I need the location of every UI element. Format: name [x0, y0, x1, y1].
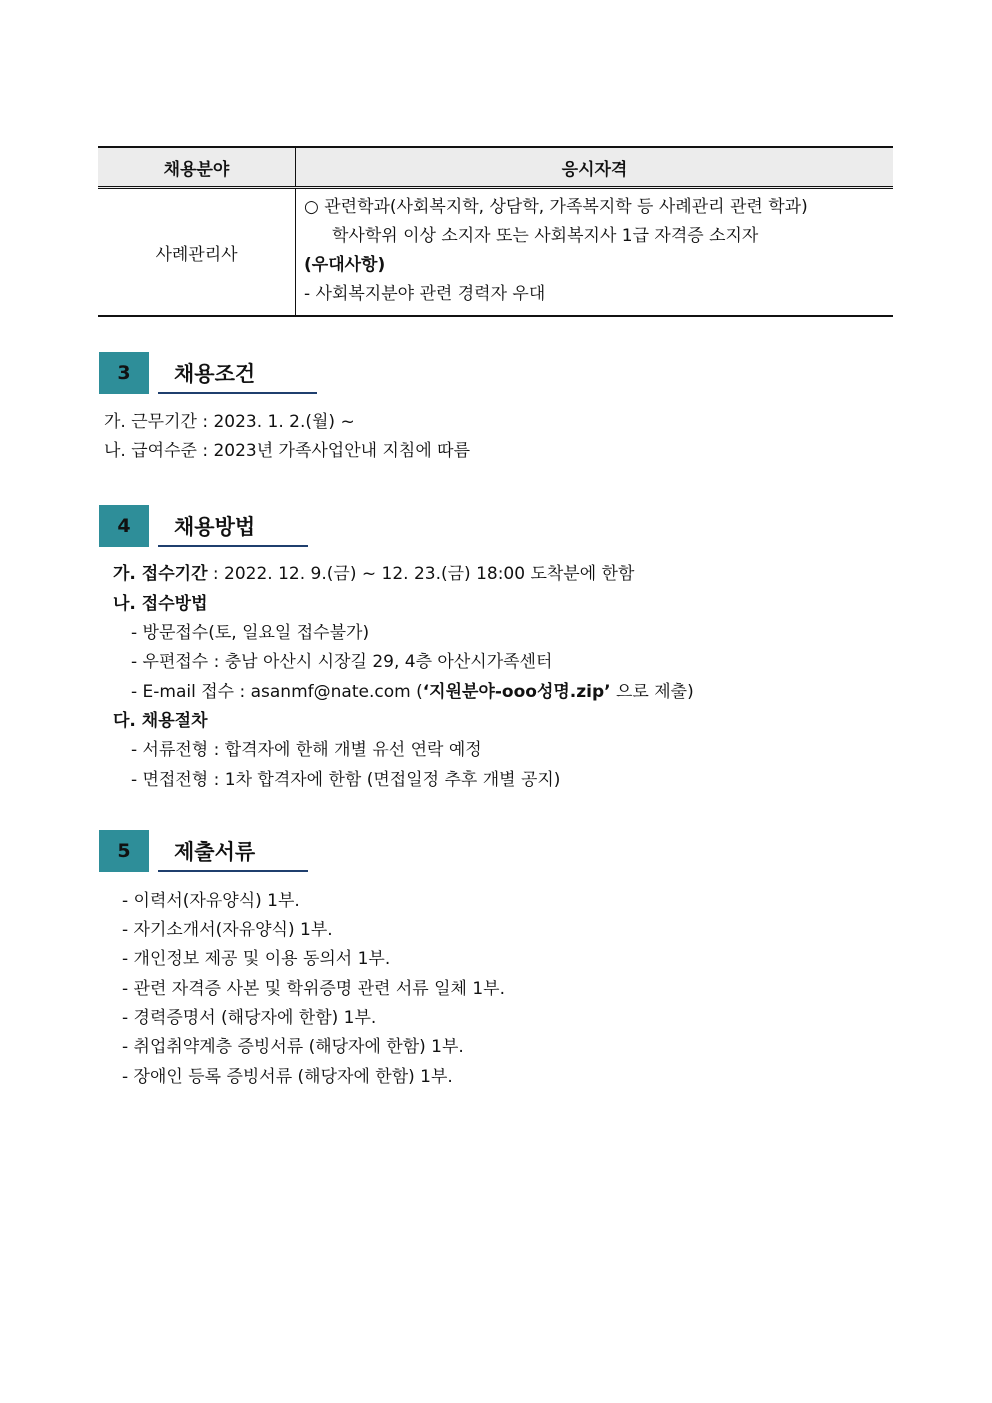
condition-item: 나. 급여수준 : 2023년 가족사업안내 지침에 따름: [104, 441, 470, 461]
reception-method-item: - 우편접수 : 충남 아산시 시장길 29, 4층 아산시가족센터: [131, 652, 553, 672]
reception-method-item: - 방문접수(토, 일요일 접수불가): [131, 623, 370, 643]
reception-email: [131, 677, 694, 702]
section-5-underline: [158, 870, 308, 872]
document-item: - 개인정보 제공 및 이용 동의서 1부.: [122, 949, 391, 969]
qualification-cell: [296, 188, 894, 317]
section-4-underline: [158, 545, 308, 547]
qualification-table: [98, 146, 893, 317]
preferred-title: (우대사항): [304, 255, 386, 275]
email-prefix: - E-mail 접수 : asanmf@nate.com (: [131, 682, 423, 702]
procedure-item: - 서류전형 : 합격자에 한해 개별 유선 연락 예정: [131, 740, 482, 760]
email-suffix: 으로 제출): [610, 682, 694, 702]
header-qualification: 응시자격: [296, 147, 894, 188]
preferred-item: - 사회복지분야 관련 경력자 우대: [304, 284, 546, 304]
procedure-label: 다. 채용절차: [113, 711, 208, 731]
header-field: 채용분야: [98, 147, 296, 188]
reception-period-label: 가. 접수기간: [113, 564, 208, 584]
document-item: - 자기소개서(자유양식) 1부.: [122, 920, 333, 940]
qual-line-2: 학사학위 이상 소지자 또는 사회복지사 1급 자격증 소지자: [332, 226, 759, 246]
document-item: - 관련 자격증 사본 및 학위증명 관련 서류 일체 1부.: [122, 979, 506, 999]
condition-item: 가. 근무기간 : 2023. 1. 2.(월) ~: [104, 412, 355, 432]
reception-period: [113, 559, 634, 584]
section-3-underline: [158, 392, 317, 394]
reception-period-text: : 2022. 12. 9.(금) ~ 12. 23.(금) 18:00 도착분에 한함: [207, 564, 635, 584]
field-cell: 사례관리사: [98, 188, 296, 317]
section-5-title: 제출서류: [174, 840, 256, 864]
section-3-title: 채용조건: [174, 362, 256, 386]
document-item: - 경력증명서 (해당자에 한함) 1부.: [122, 1008, 377, 1028]
document-item: - 이력서(자유양식) 1부.: [122, 891, 300, 911]
section-5-number: 5: [99, 830, 149, 872]
section-4-title: 채용방법: [174, 515, 256, 539]
qual-line-1: ○ 관련학과(사회복지학, 상담학, 가족복지학 등 사례관리 관련 학과): [304, 197, 808, 217]
section-3-number: 3: [99, 352, 149, 394]
email-filename: ‘지원분야-ooo성명.zip’: [422, 682, 611, 702]
reception-method-label: 나. 접수방법: [113, 594, 208, 614]
procedure-item: - 면접전형 : 1차 합격자에 한함 (면접일정 추후 개별 공지): [131, 770, 561, 790]
document-item: - 취업취약계층 증빙서류 (해당자에 한함) 1부.: [122, 1037, 464, 1057]
document-item: - 장애인 등록 증빙서류 (해당자에 한함) 1부.: [122, 1067, 453, 1087]
section-4-number: 4: [99, 505, 149, 547]
